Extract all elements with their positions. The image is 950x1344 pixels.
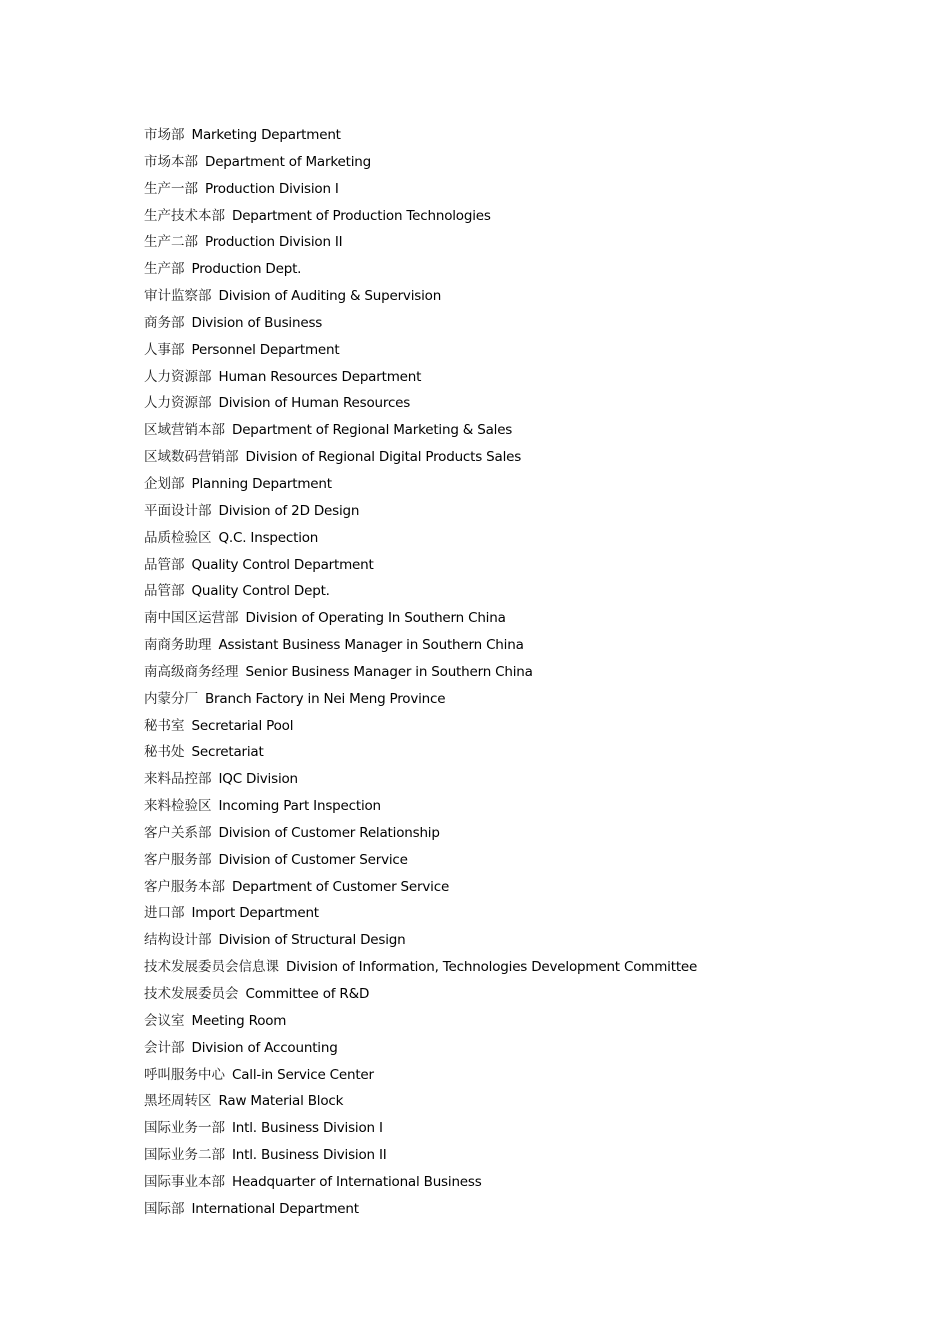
english-term: Division of Structural Design (218, 932, 406, 949)
english-term: Department of Regional Marketing & Sales (232, 422, 513, 439)
chinese-term: 品管部 (144, 556, 185, 573)
english-term: Branch Factory in Nei Meng Province (205, 690, 446, 707)
chinese-term: 市场部 (144, 127, 185, 143)
chinese-term: 结构设计部 (144, 932, 212, 949)
english-term: Division of Customer Relationship (218, 824, 440, 841)
chinese-term: 南商务助理 (144, 637, 212, 654)
chinese-term: 人事部 (144, 341, 185, 358)
glossary-entry (144, 900, 844, 927)
glossary-entry (144, 337, 844, 364)
english-term: Division of Accounting (191, 1039, 338, 1056)
chinese-term: 人力资源部 (144, 395, 212, 412)
glossary-entry (144, 283, 844, 310)
chinese-term: 生产一部 (144, 180, 198, 197)
english-term: Secretarial Pool (191, 717, 294, 734)
english-term: Import Department (191, 905, 319, 922)
chinese-term: 国际部 (144, 1200, 185, 1217)
chinese-term: 客户服务部 (144, 851, 212, 868)
chinese-term: 秘书处 (144, 744, 185, 761)
glossary-entry (144, 176, 844, 203)
chinese-term: 会议室 (144, 1012, 185, 1029)
chinese-term: 区域数码营销部 (144, 449, 239, 466)
glossary-entry (144, 686, 844, 713)
chinese-term: 区域营销本部 (144, 422, 225, 439)
glossary-entry (144, 364, 844, 391)
chinese-term: 秘书室 (144, 717, 185, 734)
chinese-term: 会计部 (144, 1039, 185, 1056)
chinese-term: 呼叫服务中心 (144, 1066, 225, 1083)
english-term: International Department (191, 1200, 359, 1217)
chinese-term: 平面设计部 (144, 502, 212, 519)
glossary-entry (144, 1062, 844, 1089)
english-term: Production Dept. (191, 261, 302, 278)
chinese-term: 内蒙分厂 (144, 690, 198, 707)
glossary-entry (144, 149, 844, 176)
glossary-entry (144, 605, 844, 632)
chinese-term: 国际业务二部 (144, 1147, 225, 1164)
chinese-term: 品质检验区 (144, 529, 212, 546)
glossary-entry (144, 739, 844, 766)
glossary-entry (144, 229, 844, 256)
glossary-entry (144, 847, 844, 874)
english-term: Production Division I (205, 180, 339, 197)
glossary-entry (144, 659, 844, 686)
chinese-term: 黑坯周转区 (144, 1093, 212, 1110)
glossary-entry (144, 498, 844, 525)
english-term: Incoming Part Inspection (218, 798, 381, 815)
english-term: Division of Customer Service (218, 851, 408, 868)
chinese-term: 商务部 (144, 314, 185, 331)
english-term: Intl. Business Division II (232, 1147, 387, 1164)
english-term: Division of Information, Technologies Development Committee (286, 959, 698, 976)
english-term: Planning Department (191, 475, 332, 492)
english-term: Senior Business Manager in Southern China (245, 663, 533, 680)
english-term: Intl. Business Division I (232, 1120, 383, 1137)
chinese-term: 客户服务本部 (144, 878, 225, 895)
english-term: Department of Customer Service (232, 878, 450, 895)
english-term: Q.C. Inspection (218, 529, 319, 546)
glossary-entry (144, 578, 844, 605)
glossary-entry (144, 954, 844, 981)
glossary-entry (144, 417, 844, 444)
glossary-entry (144, 820, 844, 847)
glossary-entry (144, 552, 844, 579)
chinese-term: 生产二部 (144, 234, 198, 251)
english-term: Production Division II (205, 234, 343, 251)
glossary-entry (144, 525, 844, 552)
glossary-entry (144, 632, 844, 659)
english-term: Committee of R&D (245, 986, 370, 1002)
chinese-term: 国际事业本部 (144, 1173, 225, 1190)
english-term: Quality Control Department (191, 556, 374, 573)
english-term: Division of Auditing & Supervision (218, 288, 442, 305)
english-term: Division of Human Resources (218, 395, 411, 412)
glossary-entry (144, 927, 844, 954)
department-glossary-list (144, 122, 844, 1223)
chinese-term: 审计监察部 (144, 288, 212, 305)
glossary-entry (144, 203, 844, 230)
glossary-entry (144, 1115, 844, 1142)
glossary-entry (144, 1196, 844, 1223)
chinese-term: 市场本部 (144, 153, 198, 170)
chinese-term: 南中国区运营部 (144, 610, 239, 627)
english-term: Division of Regional Digital Products Sales (245, 449, 522, 466)
chinese-term: 技术发展委员会信息课 (144, 959, 279, 976)
chinese-term: 国际业务一部 (144, 1120, 225, 1137)
chinese-term: 品管部 (144, 583, 185, 600)
glossary-entry (144, 1088, 844, 1115)
english-term: IQC Division (218, 771, 298, 788)
english-term: Department of Production Technologies (232, 207, 491, 224)
english-term: Marketing Department (191, 127, 341, 143)
chinese-term: 来料品控部 (144, 771, 212, 788)
glossary-entry (144, 874, 844, 901)
english-term: Headquarter of International Business (232, 1173, 482, 1190)
english-term: Department of Marketing (205, 153, 371, 170)
glossary-entry (144, 981, 844, 1008)
glossary-entry (144, 390, 844, 417)
glossary-entry (144, 444, 844, 471)
chinese-term: 人力资源部 (144, 368, 212, 385)
chinese-term: 技术发展委员会 (144, 986, 239, 1002)
english-term: Meeting Room (191, 1012, 287, 1029)
chinese-term: 来料检验区 (144, 798, 212, 815)
glossary-entry (144, 1169, 844, 1196)
english-term: Quality Control Dept. (191, 583, 330, 600)
chinese-term: 客户关系部 (144, 824, 212, 841)
glossary-entry (144, 310, 844, 337)
english-term: Raw Material Block (218, 1093, 344, 1110)
english-term: Division of Business (191, 314, 323, 331)
glossary-entry (144, 122, 844, 149)
glossary-entry (144, 766, 844, 793)
chinese-term: 生产部 (144, 261, 185, 278)
english-term: Secretariat (191, 744, 264, 761)
chinese-term: 企划部 (144, 475, 185, 492)
glossary-entry (144, 471, 844, 498)
english-term: Personnel Department (191, 341, 340, 358)
chinese-term: 生产技术本部 (144, 207, 225, 224)
glossary-entry (144, 256, 844, 283)
glossary-entry (144, 1008, 844, 1035)
english-term: Call-in Service Center (232, 1066, 374, 1083)
english-term: Division of 2D Design (218, 502, 360, 519)
english-term: Division of Operating In Southern China (245, 610, 506, 627)
glossary-entry (144, 713, 844, 740)
chinese-term: 南高级商务经理 (144, 663, 239, 680)
english-term: Assistant Business Manager in Southern China (218, 637, 524, 654)
chinese-term: 进口部 (144, 905, 185, 922)
english-term: Human Resources Department (218, 368, 422, 385)
glossary-entry (144, 1142, 844, 1169)
glossary-entry (144, 793, 844, 820)
glossary-entry (144, 1035, 844, 1062)
